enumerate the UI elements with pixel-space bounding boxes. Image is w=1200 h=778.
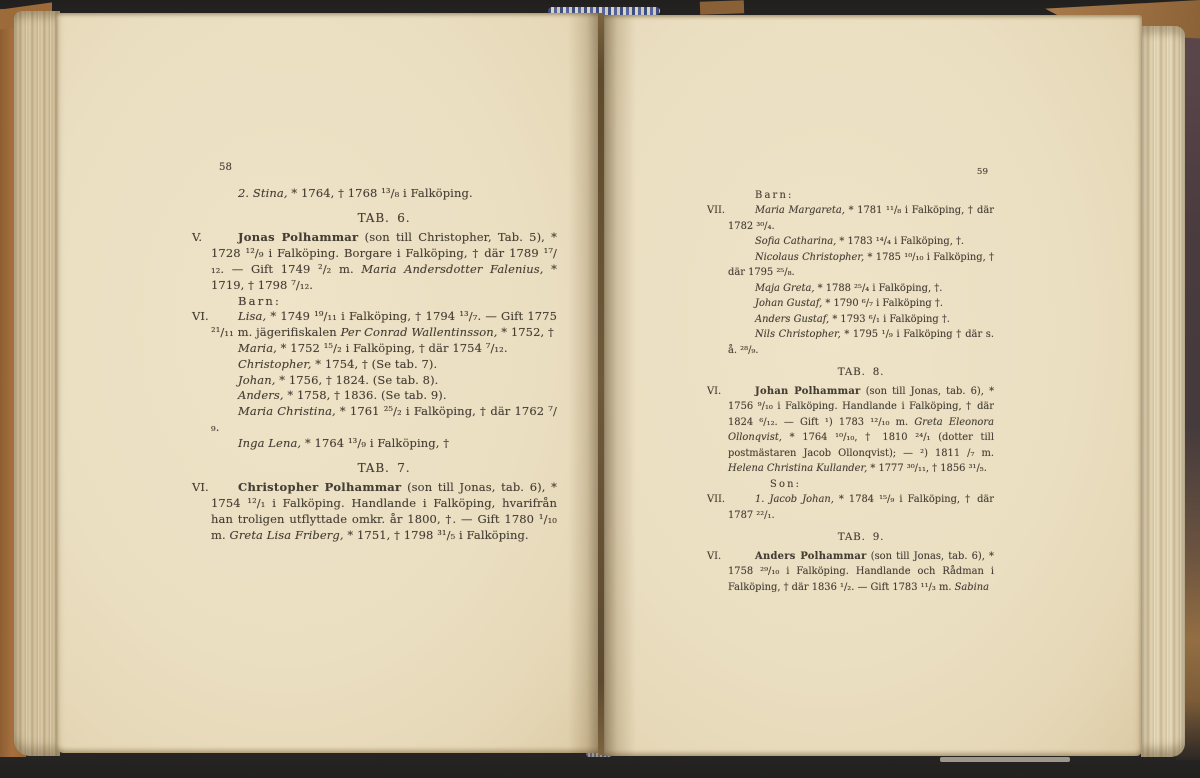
text-segment: 1. Jacob Johan, xyxy=(755,494,834,505)
genealogy-paragraph xyxy=(728,234,994,250)
text-segment: * 1783 ¹⁴/₄ i Falköping, †. xyxy=(836,236,965,247)
text-segment: Sofia Catharina, xyxy=(755,236,837,247)
text-segment: * 1784 ¹⁵/₉ i Falköping, † där 1787 ²²/₁. xyxy=(728,494,994,521)
text-segment: * 1756, † 1824. (Se tab. 8). xyxy=(275,372,439,387)
text-segment: * 1788 ²⁵/₄ i Falköping, †. xyxy=(814,282,943,294)
text-segment: (son till Jonas, tab. 6), * 1756 ⁹/₁₀ i Falköping. Handlande i Falköping, † där 1824 ⁶/₁₂. — Gift ¹) 1783 ¹²/₁₀ m. xyxy=(728,385,995,428)
genealogy-paragraph xyxy=(728,296,994,312)
text-segment: * 1764 ¹⁰/₁₀, † 1810 ²⁴/₁ (dotter till postmästaren Jacob Ollonqvist); — ²) 1811 /₇ m. xyxy=(728,432,994,459)
genealogy-paragraph xyxy=(192,230,558,293)
genealogy-paragraph xyxy=(728,281,994,297)
text-segment: Greta Lisa Friberg, xyxy=(229,527,344,542)
text-segment: * 1777 ³⁰/₁₁, † 1856 ³¹/₅. xyxy=(867,463,987,474)
generation-numeral: VI. xyxy=(192,309,209,324)
text-segment: Maja Greta, xyxy=(755,282,815,294)
genealogy-paragraph xyxy=(211,373,557,389)
text-segment: * 1752, † xyxy=(497,325,554,340)
genealogy-paragraph xyxy=(211,341,557,357)
table-heading: TAB. 6. xyxy=(357,210,411,225)
text-segment: * 1764, † 1768 ¹³/₈ i Falköping. xyxy=(287,185,473,200)
generation-numeral: VII. xyxy=(707,205,726,216)
text-segment: Anders Polhammar xyxy=(755,550,867,562)
page-number-right: 59 xyxy=(976,167,988,177)
text-segment: Anders Gustaf, xyxy=(755,313,830,325)
text-segment: (son till Christopher, Tab. 5), * 1728 ¹²/₉ i Falköping. Borgare i Falköping, † där 1789 ¹⁷/₁₂. — Gift 1749 ²/₂ m. xyxy=(211,230,557,276)
genealogy-paragraph xyxy=(211,186,557,202)
gutter-shadow-left xyxy=(568,13,602,753)
text-segment: Sabina xyxy=(954,581,989,593)
genealogy-paragraph xyxy=(192,480,557,543)
generation-numeral: VI. xyxy=(192,480,209,495)
right-page-text-column xyxy=(707,165,995,595)
text-segment: * 1781 ¹¹/₈ i Falköping, † där 1782 ³⁰/₄. xyxy=(728,205,994,232)
text-segment: * 1758, † 1836. (Se tab. 9). xyxy=(283,388,447,403)
text-segment: * 1719, † 1798 ⁷/₁₂. xyxy=(211,261,558,292)
page-edges-right-stack xyxy=(1141,26,1185,757)
text-segment: Inga Lena, xyxy=(238,435,302,450)
text-segment: * 1793 ⁶/₁ i Falköping †. xyxy=(829,313,950,325)
text-segment: (son till Jonas, tab. 6), * 1754 ¹²/₁ i Falköping. Handlande i Falköping, hvarifrån han troligen utflyttade omkr. år 1800, †. — Gift 1780 ¹/₁₀ m. xyxy=(211,480,557,542)
text-segment: * 1785 ¹⁰/₁₀ i Falköping, † där 1795 ²⁵/₈. xyxy=(728,251,994,278)
gutter-shadow-right xyxy=(602,15,636,756)
genealogy-paragraph xyxy=(728,312,994,328)
table-heading: TAB. 8. xyxy=(837,366,885,378)
genealogy-paragraph xyxy=(728,250,994,281)
text-segment: Johan Polhammar xyxy=(755,385,861,397)
genealogy-paragraph xyxy=(707,549,994,596)
genealogy-paragraph xyxy=(707,384,995,477)
page-number-left: 58 xyxy=(219,162,233,173)
page-left xyxy=(56,13,602,753)
left-page-blocks xyxy=(192,185,558,544)
generation-numeral: V. xyxy=(192,230,203,245)
text-segment: Christopher Polhammar xyxy=(238,480,402,495)
text-segment: Maria Andersdotter Falenius, xyxy=(361,261,544,276)
text-segment: * 1790 ⁶/₇ i Falköping †. xyxy=(822,298,943,309)
generation-numeral: VI. xyxy=(707,550,722,562)
text-segment: Per Conrad Wallentinsson, xyxy=(340,325,498,340)
text-segment: Lisa, xyxy=(238,309,267,324)
generation-numeral: VI. xyxy=(707,385,722,397)
protruding-page-edge-bottom xyxy=(940,757,1070,762)
genealogy-paragraph xyxy=(707,492,994,523)
generation-numeral: VII. xyxy=(707,494,726,505)
text-segment: Greta Eleonora Ollonqvist, xyxy=(728,416,994,443)
table-heading: TAB. 7. xyxy=(357,460,411,475)
left-page-text-column xyxy=(192,160,558,544)
text-segment: Jonas Polhammar xyxy=(238,230,359,245)
relation-label: Barn: xyxy=(755,189,794,201)
genealogy-paragraph xyxy=(211,404,557,436)
genealogy-paragraph xyxy=(707,203,994,234)
text-segment: * 1761 ²⁵/₂ i Falköping, † där 1762 ⁷/₉. xyxy=(211,404,557,434)
text-segment: Nicolaus Christopher, xyxy=(755,251,865,263)
relation-label: Son: xyxy=(770,478,802,490)
text-segment: Johan, xyxy=(238,372,276,387)
text-segment: * 1752 ¹⁵/₂ i Falköping, † där 1754 ⁷/₁₂. xyxy=(276,340,508,355)
text-segment: * 1795 ¹/₉ i Falköping † där s. å. ²⁸/₉. xyxy=(728,329,994,356)
text-segment: Maria Christina, xyxy=(238,404,336,419)
text-segment: 2. Stina, xyxy=(238,185,288,200)
text-segment: Helena Christina Kullander, xyxy=(728,463,868,474)
text-segment: * 1751, † 1798 ³¹/₅ i Falköping. xyxy=(343,527,529,542)
right-page-blocks xyxy=(707,188,995,596)
text-segment: (son till Jonas, tab. 6), * 1758 ²⁹/₁₀ i Falköping. Handlande och Rådman i Falköping, † där 1836 ¹/₂. — Gift 1783 ¹¹/₃ m. xyxy=(728,550,994,593)
text-segment: * 1754, † (Se tab. 7). xyxy=(311,356,438,371)
genealogy-paragraph xyxy=(211,388,557,404)
genealogy-paragraph xyxy=(211,436,557,452)
page-edges-left-stack xyxy=(14,11,60,756)
text-segment: Anders, xyxy=(238,388,284,403)
table-heading: TAB. 9. xyxy=(837,531,885,543)
text-segment: Christopher, xyxy=(238,356,312,371)
relation-label: Barn: xyxy=(238,293,282,308)
text-segment: Maria Margareta, xyxy=(755,205,845,216)
genealogy-paragraph xyxy=(728,327,994,358)
spine-gutter-seam xyxy=(598,13,604,755)
text-segment: * 1749 ¹⁹/₁₁ i Falköping, † 1794 ¹³/₇. — Gift 1775 ²¹/₁₁ m. jägerifiskalen xyxy=(211,309,557,340)
genealogy-paragraph xyxy=(211,357,557,373)
genealogy-paragraph xyxy=(192,309,557,341)
text-segment: Maria, xyxy=(238,340,277,355)
text-segment: Nils Christopher, xyxy=(755,329,841,340)
page-right xyxy=(602,15,1142,756)
text-segment: Johan Gustaf, xyxy=(755,298,823,309)
text-segment: * 1764 ¹³/₉ i Falköping, † xyxy=(301,435,450,450)
spine-top-notch xyxy=(700,0,744,15)
